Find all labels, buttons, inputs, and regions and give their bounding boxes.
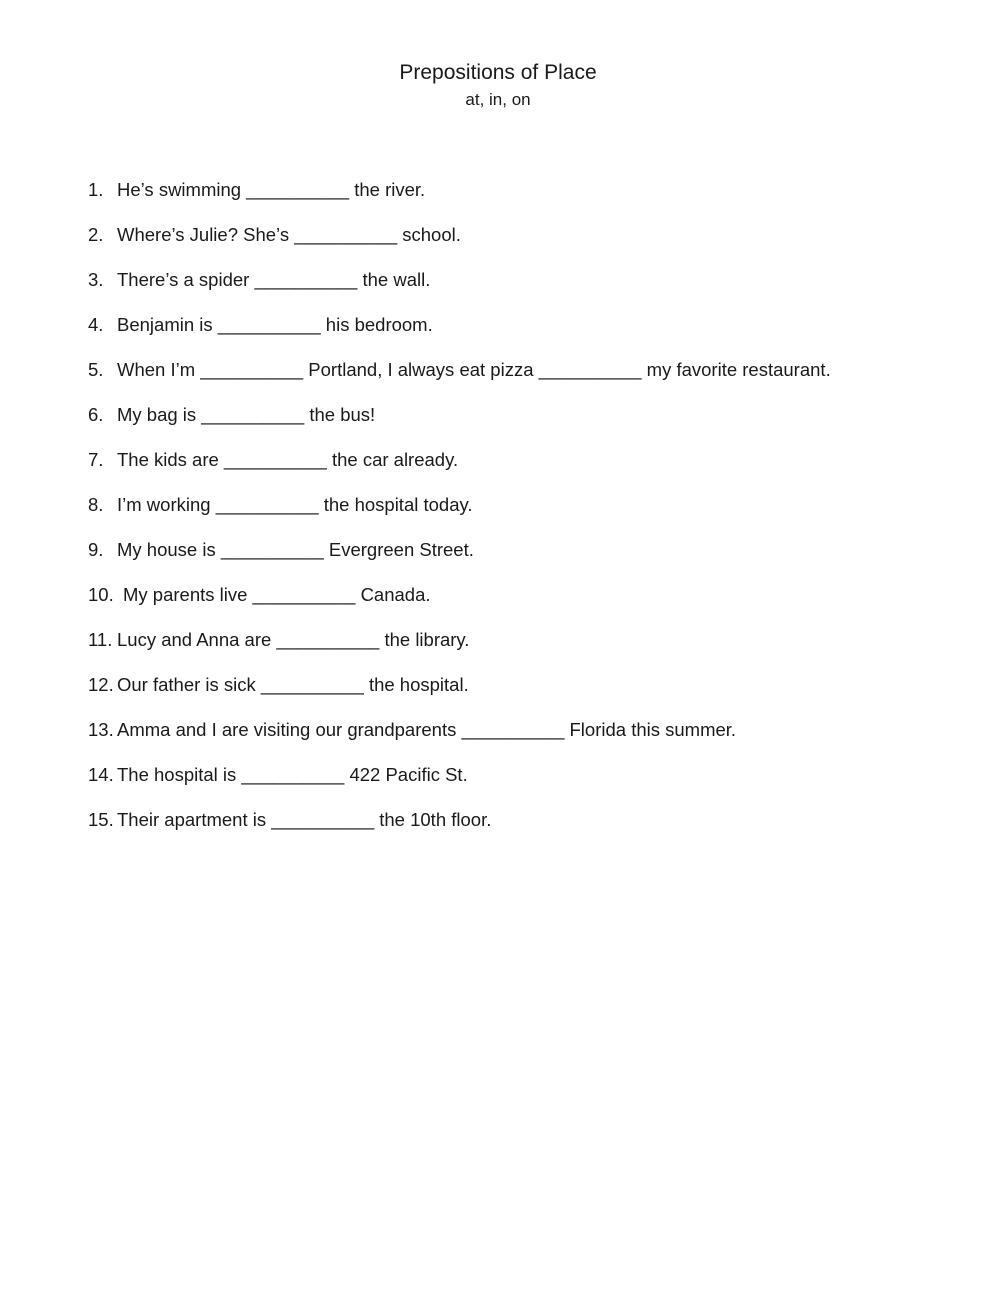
question-item <box>88 223 831 268</box>
question-number: 10. <box>88 584 114 605</box>
question-list <box>88 178 831 853</box>
question-text: Their apartment is __________ the 10th floor. <box>117 809 492 830</box>
question-text: Lucy and Anna are __________ the library. <box>117 629 470 650</box>
question-item <box>88 493 831 538</box>
question-number: 14. <box>88 764 114 785</box>
question-item <box>88 763 831 808</box>
page-subtitle: at, in, on <box>465 90 531 109</box>
question-number: 6. <box>88 404 104 425</box>
question-number: 15. <box>88 809 114 830</box>
question-text: Amma and I are visiting our grandparents __________ Florida this summer. <box>117 719 737 740</box>
question-item <box>88 358 831 403</box>
question-item <box>88 178 831 223</box>
question-item <box>88 718 831 763</box>
question-number: 2. <box>88 224 104 245</box>
question-item <box>88 628 831 673</box>
question-text: My house is __________ Evergreen Street. <box>117 539 474 560</box>
question-number: 9. <box>88 539 104 560</box>
question-text: Where’s Julie? She’s __________ school. <box>117 224 461 245</box>
question-text: My bag is __________ the bus! <box>117 404 376 425</box>
question-text: I’m working __________ the hospital today. <box>117 494 473 515</box>
question-number: 5. <box>88 359 104 380</box>
question-text: There’s a spider __________ the wall. <box>117 269 431 290</box>
question-item <box>88 673 831 718</box>
question-number: 8. <box>88 494 104 515</box>
question-number: 11. <box>88 629 113 650</box>
question-item <box>88 448 831 493</box>
question-item <box>88 403 831 448</box>
question-text: Benjamin is __________ his bedroom. <box>117 314 433 335</box>
question-item <box>88 313 831 358</box>
question-text: He’s swimming __________ the river. <box>117 179 426 200</box>
question-text: The kids are __________ the car already. <box>117 449 459 470</box>
question-item <box>88 268 831 313</box>
question-item <box>88 538 831 583</box>
question-number: 1. <box>88 179 104 200</box>
question-number: 4. <box>88 314 104 335</box>
question-text: My parents live __________ Canada. <box>123 584 431 605</box>
question-text: The hospital is __________ 422 Pacific St. <box>117 764 468 785</box>
question-item <box>88 808 831 853</box>
question-text: Our father is sick __________ the hospital. <box>117 674 469 695</box>
question-text: When I’m __________ Portland, I always eat pizza __________ my favorite restaurant. <box>117 359 831 380</box>
question-number: 13. <box>88 719 114 740</box>
question-number: 12. <box>88 674 114 695</box>
question-number: 3. <box>88 269 104 290</box>
question-number: 7. <box>88 449 104 470</box>
page-title: Prepositions of Place <box>399 61 597 84</box>
question-item <box>88 583 831 628</box>
